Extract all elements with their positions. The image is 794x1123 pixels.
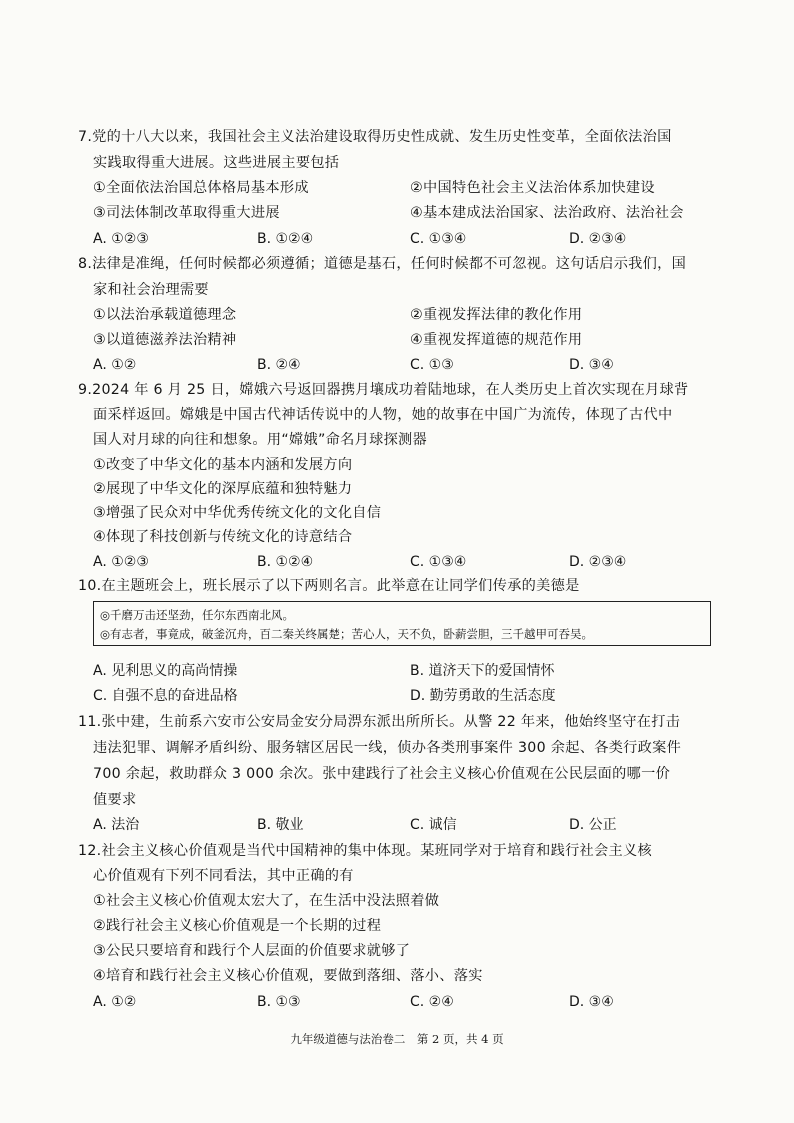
answer-option: D. 公正 <box>569 817 617 833</box>
answer-option: C. ①③ <box>410 357 454 373</box>
question-text: 12.社会主义核心价值观是当代中国精神的集中体现。某班同学对于培育和践行社会主义核 <box>78 843 652 859</box>
statement: ④培育和践行社会主义核心价值观，要做到落细、落小、落实 <box>93 968 483 984</box>
question-text: 7.党的十八大以来，我国社会主义法治建设取得历史性成就、发生历史性变革，全面依法治国 <box>78 129 672 145</box>
statement: ①改变了中华文化的基本内涵和发展方向 <box>93 457 353 473</box>
quote-box <box>93 601 711 646</box>
question-text: 违法犯罪、调解矛盾纠纷、服务辖区居民一线，侦办各类刑事案件 300 余起、各类行政案件 <box>93 740 682 756</box>
answer-option: C. 自强不息的奋进品格 <box>93 688 238 704</box>
statement: ③增强了民众对中华优秀传统文化的文化自信 <box>93 505 382 521</box>
statement: ②中国特色社会主义法治体系加快建设 <box>410 180 655 196</box>
answer-option: B. 道济天下的爱国情怀 <box>410 663 555 679</box>
question-text: 面采样返回。嫦娥是中国古代神话传说中的人物，她的故事在中国广为流传，体现了古代中 <box>93 407 673 423</box>
quote-line: ◎千磨万击还坚劲，任尔东西南北风。 <box>100 608 295 622</box>
answer-option: B. ②④ <box>257 357 301 373</box>
answer-option: C. ①③④ <box>410 231 467 247</box>
answer-option: A. ①②③ <box>93 231 149 247</box>
statement: ④体现了科技创新与传统文化的诗意结合 <box>93 529 353 545</box>
statement: ②展现了中华文化的深厚底蕴和独特魅力 <box>93 481 353 497</box>
statement: ②重视发挥法律的教化作用 <box>410 307 583 323</box>
answer-option: A. 见利思义的高尚情操 <box>93 663 238 679</box>
question-text: 家和社会治理需要 <box>93 282 209 298</box>
question-text: 国人对月球的向往和想象。用“嫦娥”命名月球探测器 <box>93 432 428 448</box>
answer-option: B. ①②④ <box>257 231 314 247</box>
question-text: 心价值观有下列不同看法，其中正确的有 <box>93 868 354 884</box>
answer-option: A. ①② <box>93 357 137 373</box>
question-text: 10.在主题班会上，班长展示了以下两则名言。此举意在让同学们传承的美德是 <box>78 578 580 594</box>
answer-option: B. ①③ <box>257 994 301 1010</box>
page-footer: 九年级道德与法治卷二 第 2 页，共 4 页 <box>290 1032 504 1046</box>
quote-line: ◎有志者，事竟成，破釜沉舟，百二秦关终属楚；苦心人，天不负，卧薪尝胆，三千越甲可吞吴。 <box>100 627 594 641</box>
answer-option: C. ②④ <box>410 994 454 1010</box>
question-text: 11.张中建，生前系六安市公安局金安分局淠东派出所所长。从警 22 年来，他始终坚守在打击 <box>78 714 681 730</box>
statement: ③公民只要培育和践行个人层面的价值要求就够了 <box>93 943 411 959</box>
answer-option: A. ①② <box>93 994 137 1010</box>
statement: ①社会主义核心价值观太宏大了，在生活中没法照着做 <box>93 893 440 909</box>
question-text: 实践取得重大进展。这些进展主要包括 <box>93 155 340 171</box>
question-text: 700 余起，救助群众 3 000 余次。张中建践行了社会主义核心价值观在公民层面的哪一价 <box>93 766 671 782</box>
answer-option: A. ①②③ <box>93 554 149 570</box>
statement: ①以法治承载道德理念 <box>93 307 237 323</box>
answer-option: C. 诚信 <box>410 817 457 833</box>
answer-option: D. ③④ <box>569 994 614 1010</box>
statement: ④重视发挥道德的规范作用 <box>410 332 583 348</box>
answer-option: C. ①③④ <box>410 554 467 570</box>
answer-option: D. ②③④ <box>569 554 627 570</box>
statement: ③司法体制改革取得重大进展 <box>93 205 280 221</box>
answer-option: B. 敬业 <box>257 817 304 833</box>
question-text: 9.2024 年 6 月 25 日，嫦娥六号返回器携月壤成功着陆地球，在人类历史上首次实现在月球背 <box>78 382 689 398</box>
answer-option: D. ③④ <box>569 357 614 373</box>
statement: ④基本建成法治国家、法治政府、法治社会 <box>410 205 684 221</box>
statement: ②践行社会主义核心价值观是一个长期的过程 <box>93 918 382 934</box>
answer-option: D. ②③④ <box>569 231 627 247</box>
statement: ③以道德滋养法治精神 <box>93 332 237 348</box>
answer-option: D. 勤劳勇敢的生活态度 <box>410 688 556 704</box>
answer-option: B. ①②④ <box>257 554 314 570</box>
question-text: 值要求 <box>93 792 137 808</box>
question-text: 8.法律是准绳，任何时候都必须遵循；道德是基石，任何时候都不可忽视。这句话启示我们，国 <box>78 256 687 272</box>
statement: ①全面依法治国总体格局基本形成 <box>93 180 309 196</box>
answer-option: A. 法治 <box>93 817 140 833</box>
